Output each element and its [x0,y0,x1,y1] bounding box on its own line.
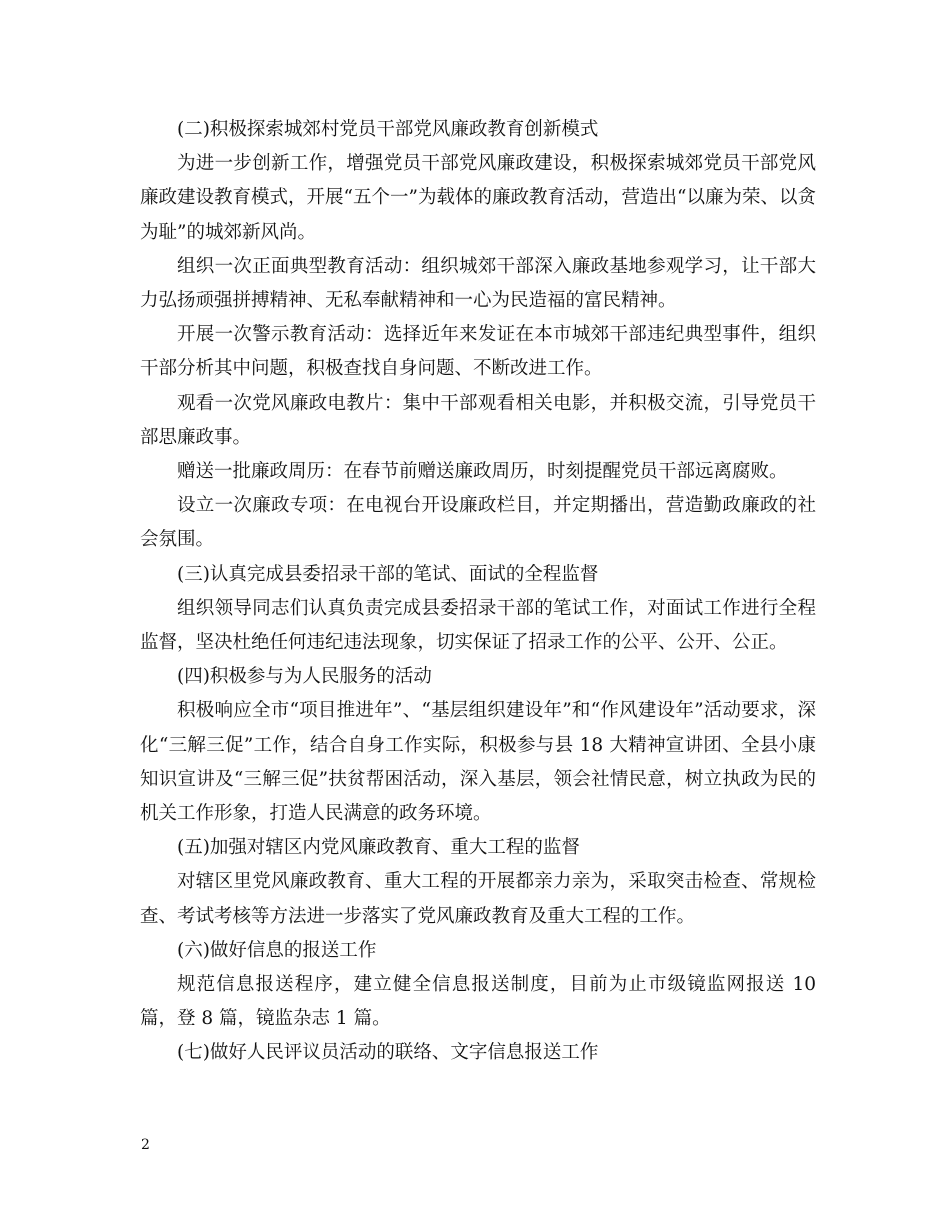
paragraph-intro: 为进一步创新工作，增强党员干部党风廉政建设，积极探索城郊党员干部党风廉政建设教育模式，开展“五个一”为载体的廉政教育活动，营造出“以廉为荣、以贪为耻”的城郊新风尚。 [140,153,816,243]
section-heading-4: (四)积极参与为人民服务的活动 [177,666,432,688]
section-heading-2: (二)积极探索城郊村党员干部党风廉政教育创新模式 [177,119,599,140]
section-heading-7: (七)做好人民评议员活动的联络、文字信息报送工作 [177,1042,599,1064]
paragraph-film: 观看一次党风廉政电教片：集中干部观看相关电影，并积极交流，引导党员干部思廉政事。 [140,392,816,448]
page-number: 2 [141,1137,150,1153]
section-heading-3: (三)认真完成县委招录干部的笔试、面试的全程监督 [177,563,599,585]
paragraph-recruitment: 组织领导同志们认真负责完成县委招录干部的笔试工作，对面试工作进行全程监督，坚决杜绝任何违纪违法现象，切实保证了招录工作的公平、公开、公正。 [140,597,816,654]
paragraph-tv-column: 设立一次廉政专项：在电视台开设廉政栏目，并定期播出，营造勤政廉政的社会氛围。 [140,495,816,551]
section-heading-5: (五)加强对辖区内党风廉政教育、重大工程的监督 [177,837,580,859]
document-body [140,113,816,1071]
paragraph-service: 积极响应全市“项目推进年”、“基层组织建设年”和“作风建设年”活动要求，深化“三解三促”工作，结合自身工作实际，积极参与县 18 大精神宣讲团、全县小康知识宣讲及“三解三促”扶贫帮困活动，深入基层，领会社情民意，树立执政为民的机关工作形象，打造人民满意的政务环境。 [140,700,816,825]
paragraph-reporting: 规范信息报送程序，建立健全信息报送制度，目前为止市级镜监网报送 10 篇，登 8 篇，镜监杂志 1 篇。 [140,974,816,1030]
section-heading-6: (六)做好信息的报送工作 [177,939,377,961]
paragraph-calendar: 赠送一批廉政周历：在春节前赠送廉政周历，时刻提醒党员干部远离腐败。 [177,461,788,483]
paragraph-warning-education: 开展一次警示教育活动：选择近年来发证在本市城郊干部违纪典型事件，组织干部分析其中问题，积极查找自身问题、不断改进工作。 [140,324,816,380]
paragraph-supervision: 对辖区里党风廉政教育、重大工程的开展都亲力亲为，采取突击检查、常规检查、考试考核等方法进一步落实了党风廉政教育及重大工程的工作。 [140,871,816,927]
paragraph-positive-education: 组织一次正面典型教育活动：组织城郊干部深入廉政基地参观学习，让干部大力弘扬顽强拼搏精神、无私奉献精神和一心为民造福的富民精神。 [140,255,816,312]
